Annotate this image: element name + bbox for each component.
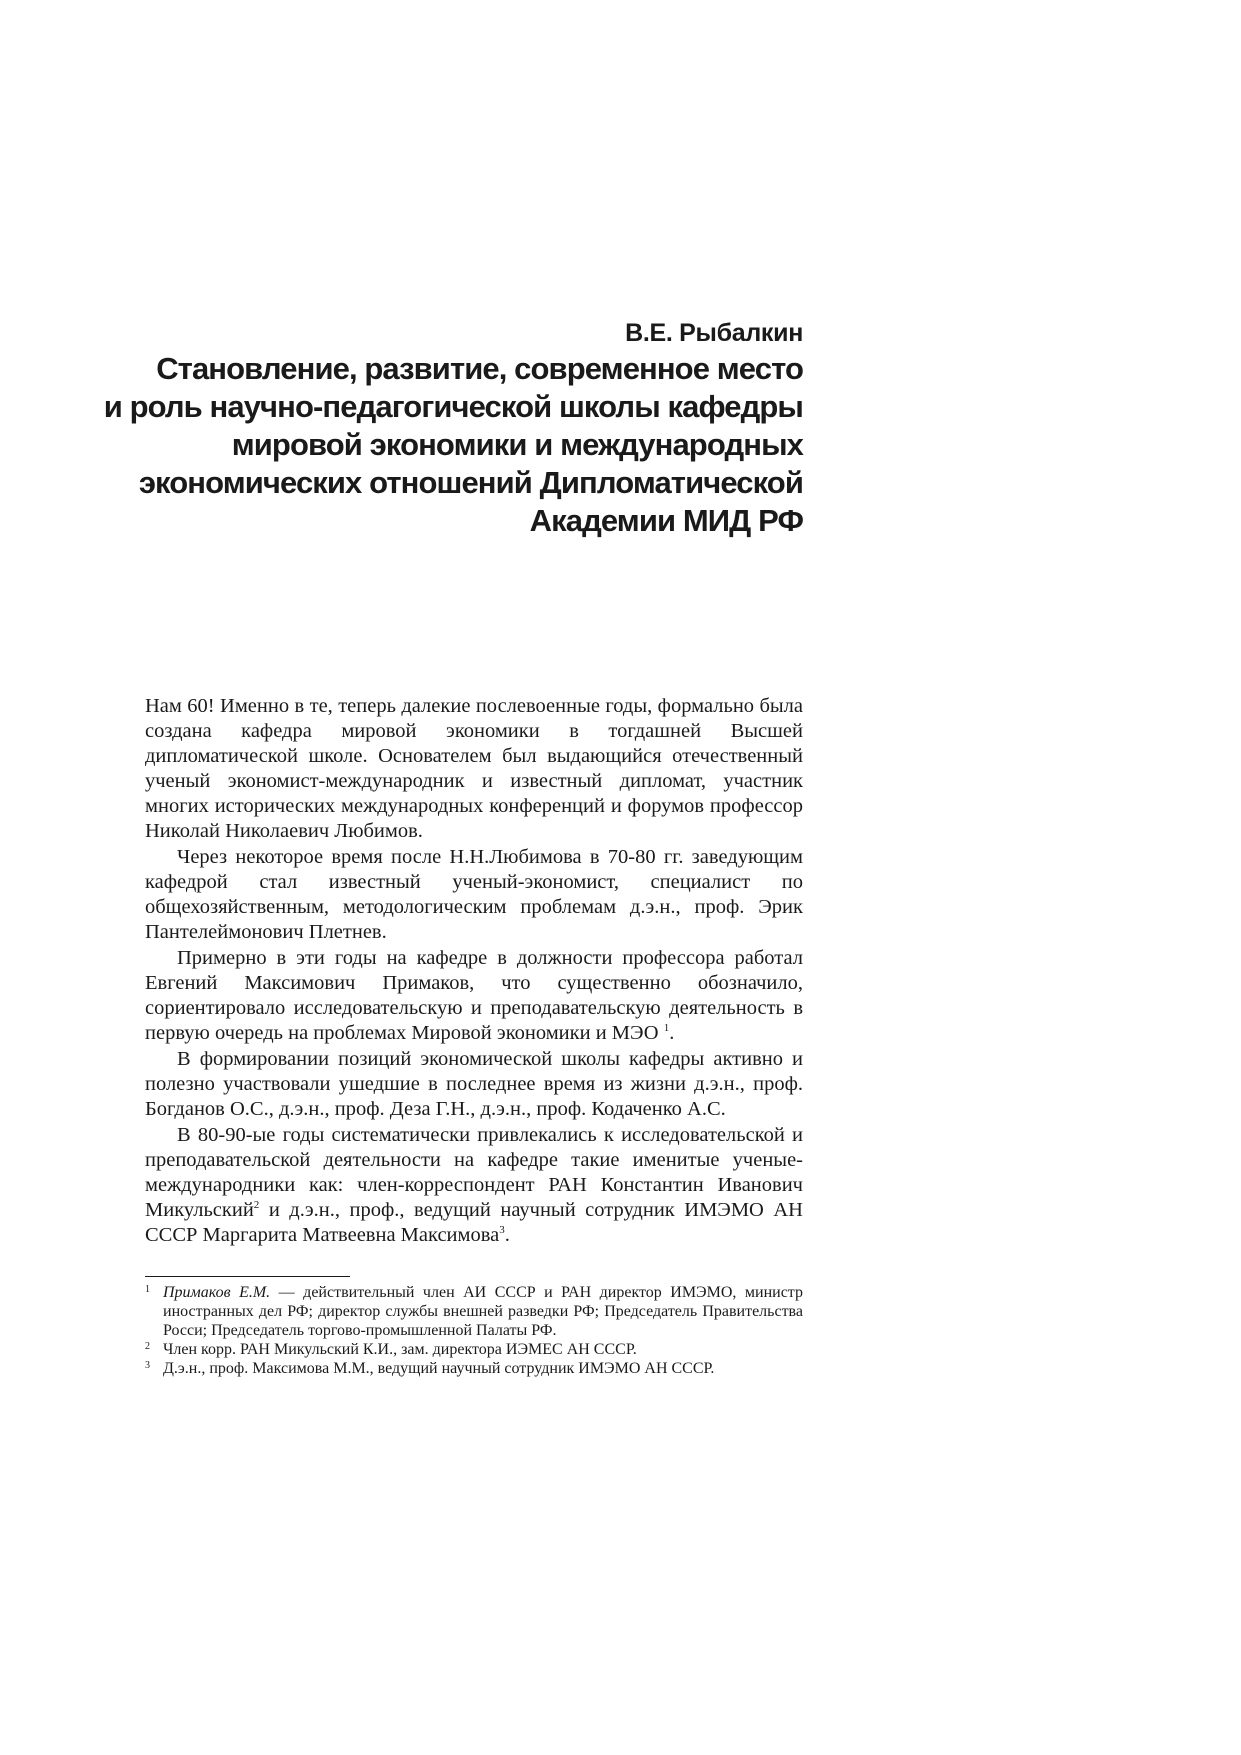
paragraph-3-end: .: [669, 1022, 675, 1044]
paragraph-5-text-b: и д.э.н., проф., ведущий научный сотрудник ИМЭМО АН СССР Маргарита Матвеевна Максимова: [145, 1199, 803, 1246]
paragraph-2: Через некоторое время после Н.Н.Любимова в 70-80 гг. заведующим кафедрой стал известный ученый-экономист, специалист по общехозяйственным, методологическим проблемам д.э.н., проф. Эрик Пантелеймонович Плетнев.: [145, 846, 803, 943]
paragraph-5-end: .: [504, 1224, 510, 1246]
paragraph-1: Нам 60! Именно в те, теперь далекие послевоенные годы, формально была создана кафедра мировой экономики в тогдашней Высшей дипломатической школе. Основателем был выдающийся отечественный ученый экономист-международник и известный дипломат, участник многих исторических международных конференций и форумов профессор Николай Николаевич Любимов.: [145, 695, 803, 842]
footnote-name: Примаков Е.М.: [163, 1284, 271, 1301]
title-line: Становление, развитие, современное место: [156, 351, 803, 386]
footnote-number: 2: [145, 1341, 150, 1352]
footnote-ref-3[interactable]: 3: [499, 1224, 505, 1237]
article-header: [83, 316, 803, 540]
footnote-text: — действительный член АИ СССР и РАН директор ИМЭМО, министр иностранных дел РФ; директор службы внешней разведки РФ; Председатель Правительства Росси; Председатель торгово-промышленной Палаты РФ.: [163, 1284, 803, 1339]
footnote-text: Член корр. РАН Микульский К.И., зам. директора ИЭМЕС АН СССР.: [163, 1341, 637, 1358]
title-line: Академии МИД РФ: [529, 503, 803, 538]
paragraph-3: [145, 946, 803, 1046]
title-line: мировой экономики и международных: [231, 427, 803, 462]
footnotes: [145, 1283, 803, 1378]
paragraph-4: В формировании позиций экономической школы кафедры активно и полезно участвовали ушедшие в последнее время из жизни д.э.н., проф. Богданов О.С., д.э.н., проф. Деза Г.Н., д.э.н., проф. Кодаченко А.С.: [145, 1048, 803, 1120]
paragraph-5-text-a: В 80-90-ые годы систематически привлекались к исследовательской и преподавательской деятельности на кафедре такие именитые ученые-международники как: член-корреспондент РАН Константин Иванович Микульский: [145, 1124, 803, 1221]
footnote-text: Д.э.н., проф. Максимова М.М., ведущий научный сотрудник ИМЭМО АН СССР.: [163, 1360, 715, 1377]
article-body: [145, 694, 803, 1248]
footnote-1: [145, 1283, 803, 1340]
footnote-divider: [145, 1276, 350, 1277]
paragraph-3-text: Примерно в эти годы на кафедре в должности профессора работал Евгений Максимович Примаков, что существенно обозначило, сориентировало исследовательскую и преподавательскую деятельность в первую очередь на проблемах Мировой экономики и МЭО: [145, 947, 803, 1044]
footnote-2: [145, 1340, 803, 1359]
footnote-number: 3: [145, 1360, 150, 1371]
paragraph-5: [145, 1123, 803, 1248]
title-line: и роль научно-педагогической школы кафедры: [103, 389, 803, 424]
footnote-ref-2[interactable]: 2: [253, 1199, 260, 1212]
title-line: экономических отношений Дипломатической: [138, 465, 803, 500]
footnote-3: [145, 1359, 803, 1378]
article-title: [83, 350, 803, 540]
footnote-ref-1[interactable]: 1: [663, 1022, 670, 1035]
author-name: В.Е. Рыбалкин: [625, 319, 803, 347]
footnote-number: 1: [145, 1284, 150, 1295]
